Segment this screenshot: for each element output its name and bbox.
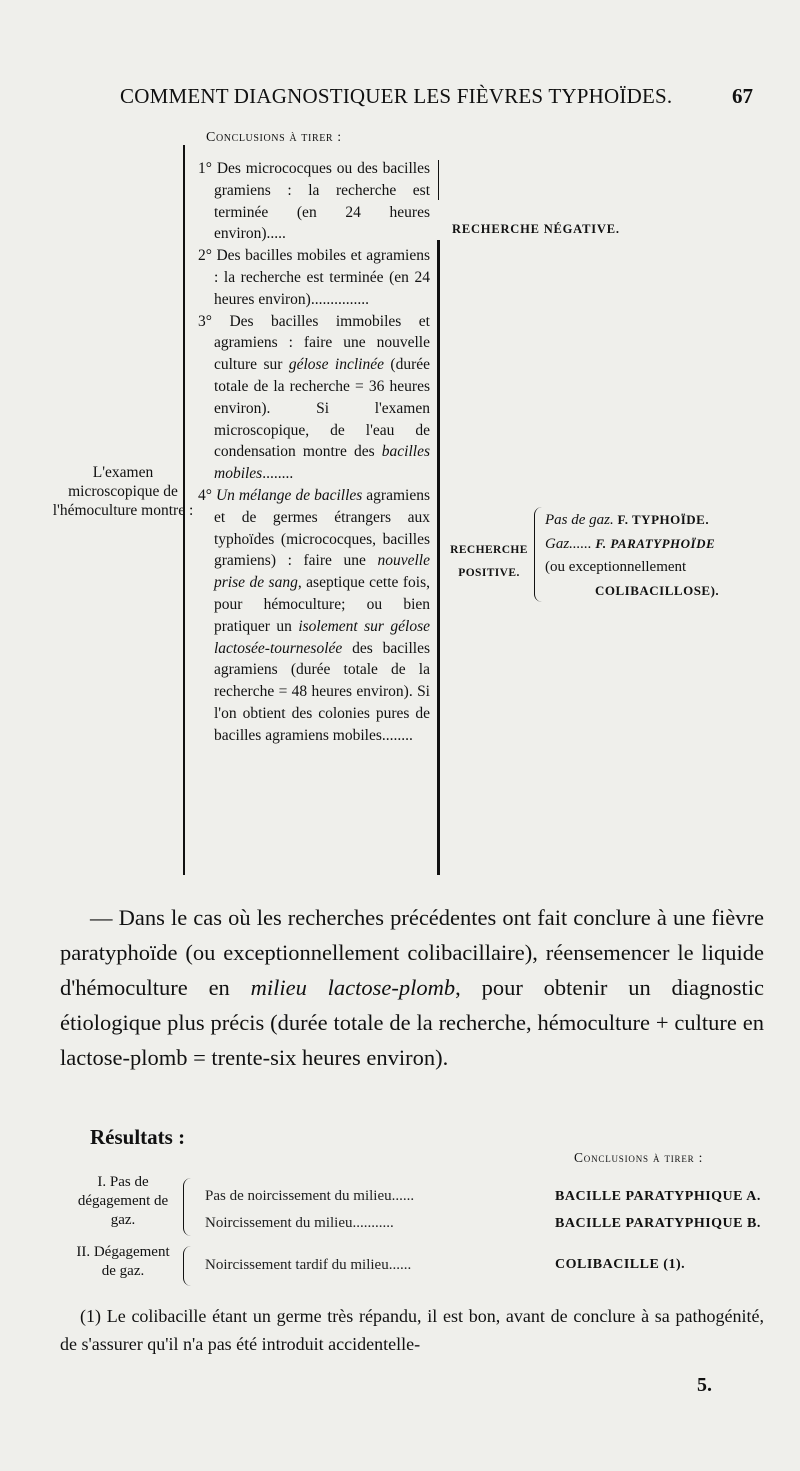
paragraph-text: — Dans le cas où les recherches précédentes ont fait conclure à une fièvre paratyphoïde (ou exceptionnellement colibacillaire), réensemencer le liquide d'hémoculture en: [60, 905, 764, 1000]
result-row-1-text: Pas de noircissement du milieu......: [205, 1188, 415, 1204]
group-2-label: II. Dégagement de gaz.: [76, 1244, 170, 1279]
result-row-1-value: BACILLE PARATYPHIQUE A.: [555, 1189, 761, 1204]
result-row-3-text: Noircissement tardif du milieu......: [205, 1257, 412, 1273]
positive-brace: [534, 507, 543, 602]
page-number: 67: [732, 84, 753, 108]
option-exception: (ou exceptionnellement: [545, 559, 687, 575]
item4-text-3: des bacilles agramiens (durée totale de la recherche = 48 heures environ). Si l'on obtient des colonies pures de bacilles agramiens mobiles........: [214, 639, 430, 744]
signature-mark: 5.: [697, 1374, 712, 1396]
group-1-results: [555, 1183, 761, 1237]
conclusions-list: [198, 158, 430, 747]
option-gas-label: Gaz......: [545, 536, 592, 552]
item4-emphasis-2: nouvelle prise de sang: [214, 552, 430, 592]
results-heading: Résultats :: [90, 1125, 186, 1149]
recherche-positive: RECHERCHE POSITIVE.: [450, 544, 528, 579]
paragraph-emphasis: milieu lactose-plomb: [250, 975, 456, 1000]
item4-text: agramiens et de germes étrangers aux typhoïdes (micrococques, bacilles gramiens) : faire une: [214, 486, 431, 570]
recherche-negative: RECHERCHE NÉGATIVE.: [452, 222, 620, 236]
item3-emphasis-2: bacilles mobiles: [214, 443, 430, 483]
group-1-rows: [205, 1183, 414, 1237]
option-no-gas-label: Pas de gaz.: [545, 512, 614, 528]
item4-number: 4°: [198, 486, 216, 504]
item4-emphasis: Un mélange de bacilles: [215, 486, 363, 504]
result-row-2-value: BACILLE PARATYPHIQUE B.: [555, 1216, 761, 1231]
result-row-3-value: COLIBACILLE (1).: [555, 1257, 686, 1272]
conclusions-heading: Conclusions à tirer :: [206, 130, 342, 145]
group-2-brace: [183, 1246, 192, 1286]
item4-text-2: , aseptique cette fois, pour hémoculture; ou bien pratiquer un: [214, 574, 430, 635]
group-1-label: I. Pas de dégagement de gaz.: [77, 1174, 169, 1228]
middle-bracket-rule: [437, 240, 442, 875]
option-no-gas: [545, 508, 719, 532]
result-row-2-text: Noircissement du milieu...........: [205, 1215, 394, 1231]
paragraph-text-2: , pour obtenir un diagnostic étiologique plus précis (durée totale de la recherche, hémoculture + culture en lactose-plomb = trente-six heures environ).: [60, 975, 764, 1070]
list-item-1: 1° Des micrococques ou des bacilles gramiens : la recherche est terminée (en 24 heures environ).....: [198, 160, 430, 243]
footnote-text: (1) Le colibacille étant un germe très répandu, il est bon, avant de conclure à sa pathogénité, de s'assurer qu'il n'a pas été introduit accidentelle-: [60, 1306, 764, 1354]
list-item-3: [198, 311, 430, 485]
item4-emphasis-3: isolement sur gélose lactosée-tournesolée: [214, 617, 430, 657]
list-item-2: 2° Des bacilles mobiles et agramiens : la recherche est terminée (en 24 heures environ)...............: [198, 247, 430, 308]
option-colibacillose: COLIBACILLOSE).: [595, 583, 720, 598]
item3-emphasis: gélose inclinée: [288, 356, 384, 374]
item3-leader: ........: [262, 465, 294, 483]
list-item-4: [198, 485, 430, 747]
middle-bracket-rule-top: [438, 160, 441, 200]
option-no-gas-result: F. TYPHOÏDE.: [617, 512, 710, 527]
option-gas: [545, 532, 719, 556]
results-conclusions-heading: Conclusions à tirer :: [574, 1150, 704, 1165]
item3-text: 3° Des bacilles immobiles et agramiens : faire une nouvelle culture sur: [198, 312, 430, 374]
group-1-brace: [183, 1178, 192, 1236]
main-paragraph: [60, 900, 764, 1075]
footnote: [60, 1302, 764, 1358]
examen-label: L'examen microscopique de l'hémoculture montre :: [52, 464, 194, 519]
option-gas-result: F. PARATYPHOÏDE: [595, 536, 716, 551]
positive-options: [545, 508, 719, 602]
item3-text-2: (durée totale de la recherche = 36 heures environ). Si l'examen microscopique, de l'eau de condensation montre des: [214, 356, 431, 461]
running-header: COMMENT DIAGNOSTIQUER LES FIÈVRES TYPHOÏDES.: [120, 84, 673, 108]
